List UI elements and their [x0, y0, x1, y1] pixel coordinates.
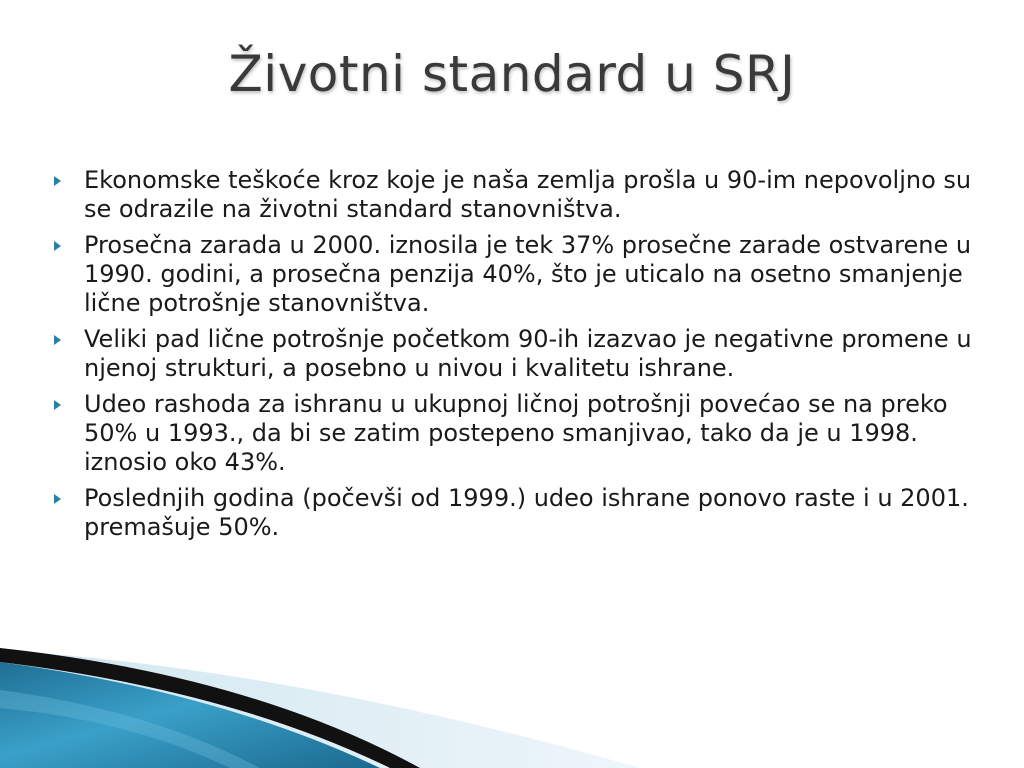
bullet-item: [54, 325, 974, 383]
bullet-item: [54, 166, 974, 224]
triangle-right-icon: [54, 494, 61, 504]
bottom-wave-decoration: [0, 620, 1024, 768]
bullet-item: [54, 231, 974, 318]
bullet-text: Ekonomske teškoće kroz koje je naša zemlja prošla u 90-im nepovoljno su se odrazile na životni standard stanovništva.: [84, 166, 972, 223]
bullet-item: [54, 484, 974, 542]
triangle-right-icon: [54, 400, 61, 410]
bullet-list: [54, 166, 974, 549]
bullet-text: Veliki pad lične potrošnje početkom 90-ih izazvao je negativne promene u njenoj strukturi, a posebno u nivou i kvalitetu ishrane.: [84, 325, 972, 382]
triangle-right-icon: [54, 176, 61, 186]
triangle-right-icon: [54, 241, 61, 251]
bullet-item: [54, 390, 974, 477]
bullet-text: Udeo rashoda za ishranu u ukupnoj ličnoj potrošnji povećao se na preko 50% u 1993., da bi se zatim postepeno smanjivao, tako da je u 1998. iznosio oko 43%.: [84, 390, 948, 476]
triangle-right-icon: [54, 335, 61, 345]
slide-title: Životni standard u SRJ: [228, 45, 796, 103]
bullet-text: Prosečna zarada u 2000. iznosila je tek 37% prosečne zarade ostvarene u 1990. godini, a prosečna penzija 40%, što je uticalo na osetno smanjenje lične potrošnje stanovništva.: [84, 231, 972, 317]
bullet-text: Poslednjih godina (počevši od 1999.) udeo ishrane ponovo raste i u 2001. premašuje 50%.: [84, 484, 969, 541]
